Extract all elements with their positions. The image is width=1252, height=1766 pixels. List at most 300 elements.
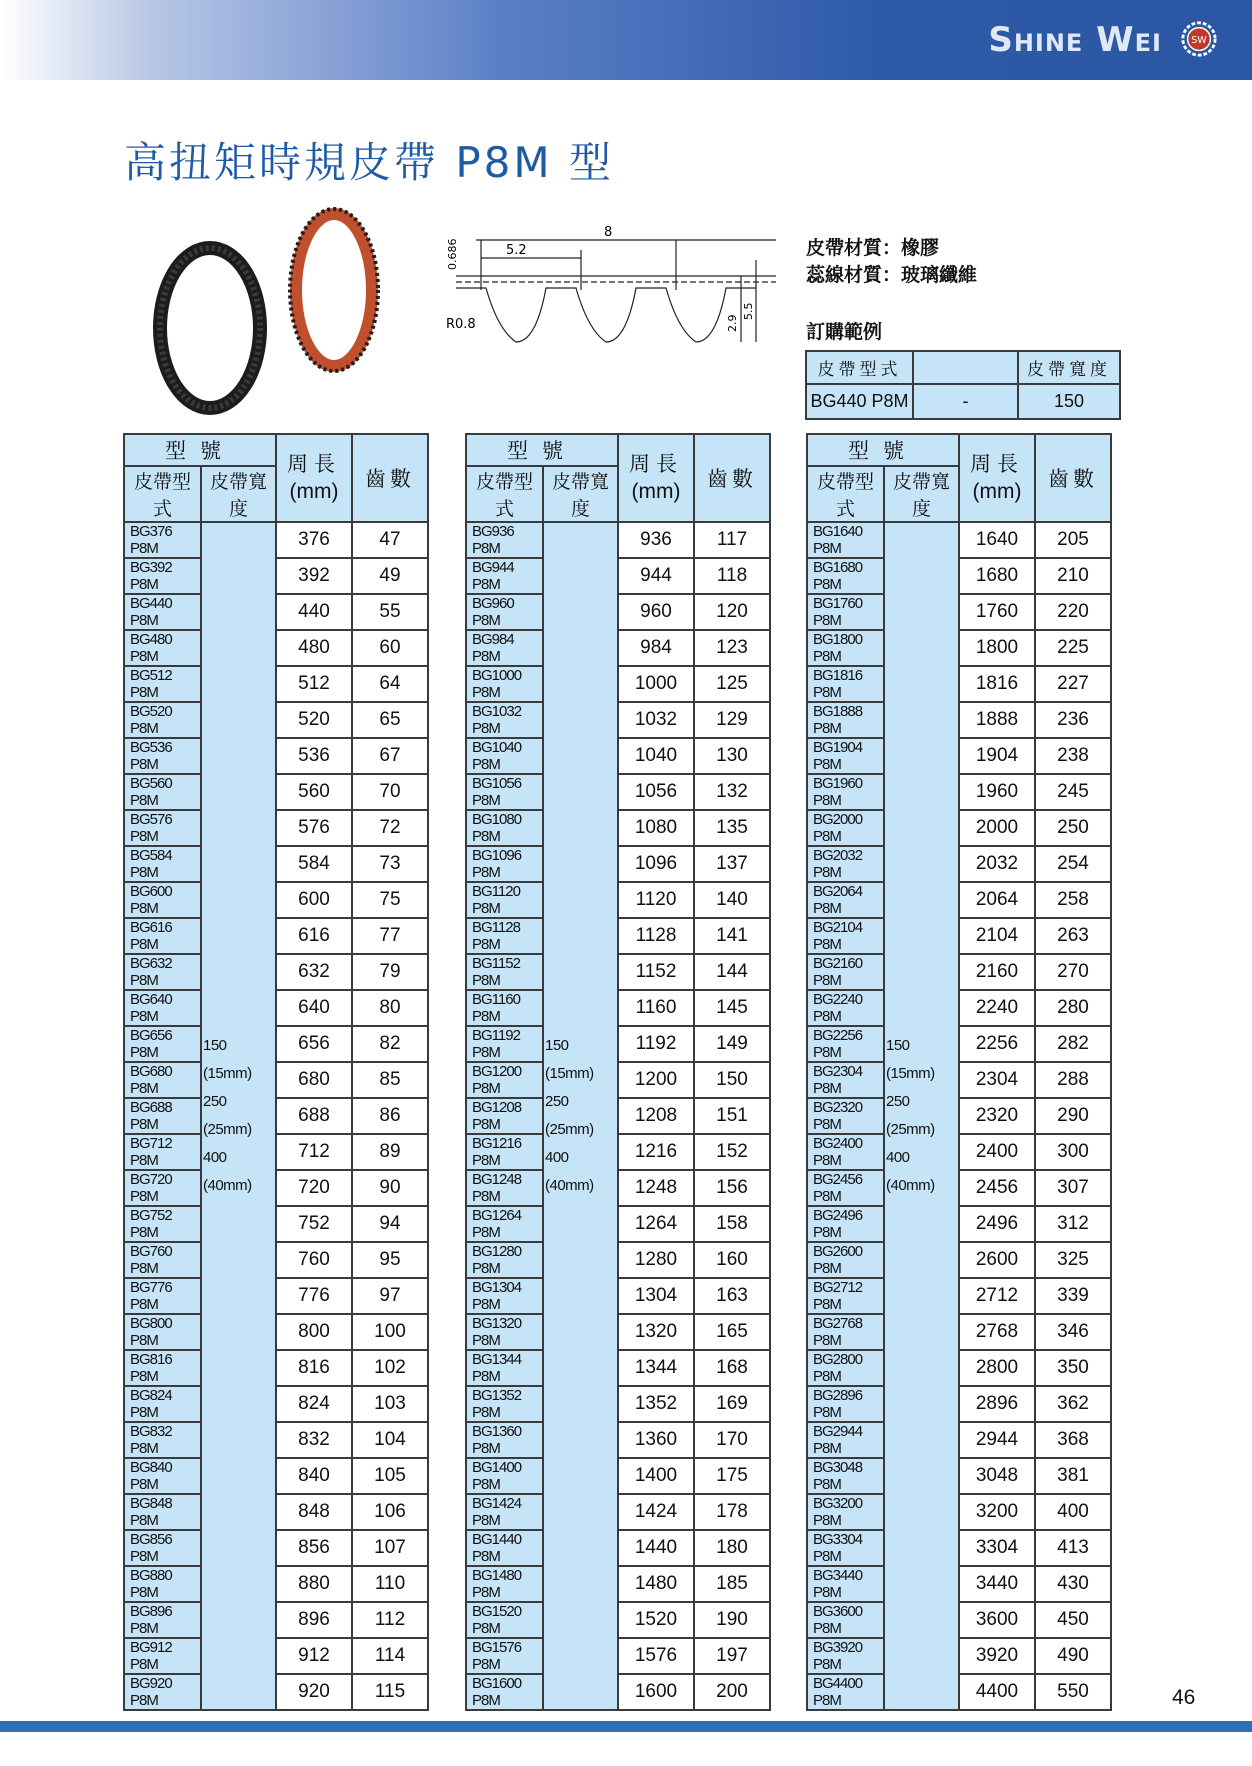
length-cell: 816: [276, 1350, 352, 1386]
length-cell: 800: [276, 1314, 352, 1350]
teeth-cell: 307: [1035, 1170, 1111, 1206]
order-header-type: 皮帶型式: [806, 351, 913, 384]
model-cell: BG856 P8M: [124, 1530, 201, 1566]
table-row: [466, 846, 770, 882]
page-title: 高扭矩時規皮帶 P8M 型: [124, 138, 614, 187]
order-example-table: [805, 350, 1121, 420]
teeth-cell: 362: [1035, 1386, 1111, 1422]
table-row: [466, 1278, 770, 1314]
table-row: [807, 1422, 1111, 1458]
teeth-cell: 112: [352, 1602, 428, 1638]
model-cell: BG1520 P8M: [466, 1602, 543, 1638]
belt-spec-table-3: [806, 433, 1112, 1711]
length-cell: 1800: [959, 630, 1035, 666]
teeth-cell: 89: [352, 1134, 428, 1170]
table-row: [807, 558, 1111, 594]
header-banner: [0, 0, 1252, 80]
teeth-cell: 350: [1035, 1350, 1111, 1386]
model-cell: BG2496 P8M: [807, 1206, 884, 1242]
model-cell: BG1816 P8M: [807, 666, 884, 702]
header-length: [959, 434, 1035, 522]
header-length: [618, 434, 694, 522]
width-option-3: 400 (40mm): [203, 1149, 252, 1194]
length-cell: 688: [276, 1098, 352, 1134]
model-cell: BG1352 P8M: [466, 1386, 543, 1422]
table-row: [124, 1206, 428, 1242]
table-row: [807, 1098, 1111, 1134]
model-cell: BG536 P8M: [124, 738, 201, 774]
length-cell: 896: [276, 1602, 352, 1638]
order-width: 150: [1018, 384, 1120, 419]
length-cell: 1248: [618, 1170, 694, 1206]
teeth-cell: 400: [1035, 1494, 1111, 1530]
length-cell: 1160: [618, 990, 694, 1026]
length-cell: 1096: [618, 846, 694, 882]
length-cell: 776: [276, 1278, 352, 1314]
width-option-3: 400 (40mm): [545, 1149, 594, 1194]
teeth-cell: 225: [1035, 630, 1111, 666]
model-cell: BG984 P8M: [466, 630, 543, 666]
teeth-cell: 132: [694, 774, 770, 810]
length-cell: 936: [618, 522, 694, 558]
teeth-cell: 339: [1035, 1278, 1111, 1314]
teeth-cell: 115: [352, 1674, 428, 1710]
model-cell: BG1960 P8M: [807, 774, 884, 810]
teeth-cell: 151: [694, 1098, 770, 1134]
model-cell: BG688 P8M: [124, 1098, 201, 1134]
length-cell: 1000: [618, 666, 694, 702]
model-cell: BG1208 P8M: [466, 1098, 543, 1134]
teeth-cell: 130: [694, 738, 770, 774]
model-cell: BG2032 P8M: [807, 846, 884, 882]
teeth-cell: 205: [1035, 522, 1111, 558]
table-row: [466, 882, 770, 918]
length-cell: 2320: [959, 1098, 1035, 1134]
table-row: [124, 918, 428, 954]
model-cell: BG480 P8M: [124, 630, 201, 666]
width-option-3: 400 (40mm): [886, 1149, 935, 1194]
model-cell: BG512 P8M: [124, 666, 201, 702]
model-cell: BG1080 P8M: [466, 810, 543, 846]
model-cell: BG2240 P8M: [807, 990, 884, 1026]
teeth-cell: 120: [694, 594, 770, 630]
width-options-cell: [884, 522, 959, 1710]
teeth-cell: 254: [1035, 846, 1111, 882]
table-row: [124, 846, 428, 882]
table-row: [124, 1350, 428, 1386]
model-cell: BG1888 P8M: [807, 702, 884, 738]
length-cell: 440: [276, 594, 352, 630]
dim-radius: R0.8: [446, 317, 476, 332]
length-cell: 616: [276, 918, 352, 954]
model-cell: BG1760 P8M: [807, 594, 884, 630]
length-cell: 1888: [959, 702, 1035, 738]
teeth-cell: 149: [694, 1026, 770, 1062]
teeth-cell: 60: [352, 630, 428, 666]
table-row: [466, 954, 770, 990]
header-type: 皮帶型式: [124, 466, 201, 522]
teeth-cell: 90: [352, 1170, 428, 1206]
header-width: 皮帶寬度: [201, 466, 276, 522]
length-cell: 1128: [618, 918, 694, 954]
belt-spec-table-2: [465, 433, 771, 1711]
model-cell: BG2456 P8M: [807, 1170, 884, 1206]
teeth-cell: 165: [694, 1314, 770, 1350]
teeth-cell: 180: [694, 1530, 770, 1566]
model-cell: BG3440 P8M: [807, 1566, 884, 1602]
model-cell: BG912 P8M: [124, 1638, 201, 1674]
model-cell: BG520 P8M: [124, 702, 201, 738]
length-cell: 912: [276, 1638, 352, 1674]
teeth-cell: 220: [1035, 594, 1111, 630]
teeth-cell: 150: [694, 1062, 770, 1098]
tooth-profile-diagram: [436, 220, 776, 350]
length-cell: 2456: [959, 1170, 1035, 1206]
model-cell: BG600 P8M: [124, 882, 201, 918]
model-cell: BG2256 P8M: [807, 1026, 884, 1062]
table-row: [807, 666, 1111, 702]
model-cell: BG1800 P8M: [807, 630, 884, 666]
length-cell: 1960: [959, 774, 1035, 810]
order-separator: -: [913, 384, 1018, 419]
table-row: [466, 810, 770, 846]
model-cell: BG2320 P8M: [807, 1098, 884, 1134]
teeth-cell: 55: [352, 594, 428, 630]
teeth-cell: 85: [352, 1062, 428, 1098]
teeth-cell: 258: [1035, 882, 1111, 918]
table-row: [124, 702, 428, 738]
teeth-cell: 325: [1035, 1242, 1111, 1278]
teeth-cell: 152: [694, 1134, 770, 1170]
teeth-cell: 381: [1035, 1458, 1111, 1494]
model-cell: BG640 P8M: [124, 990, 201, 1026]
black-belt-photo: [148, 240, 272, 416]
length-cell: 2896: [959, 1386, 1035, 1422]
table-row: [124, 630, 428, 666]
teeth-cell: 125: [694, 666, 770, 702]
table-row: [807, 846, 1111, 882]
model-cell: BG1344 P8M: [466, 1350, 543, 1386]
teeth-cell: 190: [694, 1602, 770, 1638]
model-cell: BG1192 P8M: [466, 1026, 543, 1062]
length-cell: 1816: [959, 666, 1035, 702]
teeth-cell: 270: [1035, 954, 1111, 990]
model-cell: BG2768 P8M: [807, 1314, 884, 1350]
footer-bar: [0, 1721, 1252, 1732]
width-options-cell: [543, 522, 618, 1710]
model-cell: BG2000 P8M: [807, 810, 884, 846]
model-cell: BG616 P8M: [124, 918, 201, 954]
length-cell: 584: [276, 846, 352, 882]
length-cell: 1032: [618, 702, 694, 738]
model-cell: BG2104 P8M: [807, 918, 884, 954]
dim-pld: 0.686: [446, 238, 459, 270]
teeth-cell: 47: [352, 522, 428, 558]
model-cell: BG560 P8M: [124, 774, 201, 810]
model-cell: BG920 P8M: [124, 1674, 201, 1710]
teeth-cell: 290: [1035, 1098, 1111, 1134]
length-cell: 960: [618, 594, 694, 630]
model-cell: BG1304 P8M: [466, 1278, 543, 1314]
table-row: [807, 774, 1111, 810]
length-cell: 760: [276, 1242, 352, 1278]
length-cell: 376: [276, 522, 352, 558]
table-row: [466, 1566, 770, 1602]
table-row: [466, 1602, 770, 1638]
table-row: [466, 1674, 770, 1710]
length-cell: 1480: [618, 1566, 694, 1602]
length-cell: 1904: [959, 738, 1035, 774]
table-row: [124, 990, 428, 1026]
length-cell: 720: [276, 1170, 352, 1206]
teeth-cell: 94: [352, 1206, 428, 1242]
model-cell: BG1576 P8M: [466, 1638, 543, 1674]
header-model-group: 型號: [807, 434, 959, 466]
teeth-cell: 227: [1035, 666, 1111, 702]
length-cell: 3304: [959, 1530, 1035, 1566]
length-cell: 1320: [618, 1314, 694, 1350]
width-option-2: 250 (25mm): [545, 1093, 594, 1138]
model-cell: BG2896 P8M: [807, 1386, 884, 1422]
teeth-cell: 169: [694, 1386, 770, 1422]
teeth-cell: 67: [352, 738, 428, 774]
teeth-cell: 413: [1035, 1530, 1111, 1566]
model-cell: BG1128 P8M: [466, 918, 543, 954]
table-row: [466, 594, 770, 630]
length-cell: 2800: [959, 1350, 1035, 1386]
page-number: 46: [1172, 1686, 1196, 1709]
model-cell: BG824 P8M: [124, 1386, 201, 1422]
model-cell: BG3304 P8M: [807, 1530, 884, 1566]
table-row: [124, 1134, 428, 1170]
length-cell: 560: [276, 774, 352, 810]
spec-material: 皮帶材質：橡膠: [806, 237, 940, 259]
dim-tooth-width: 5.2: [506, 243, 527, 258]
model-cell: BG1248 P8M: [466, 1170, 543, 1206]
length-cell: 840: [276, 1458, 352, 1494]
table-row: [124, 522, 428, 558]
model-cell: BG800 P8M: [124, 1314, 201, 1350]
length-cell: 1424: [618, 1494, 694, 1530]
teeth-cell: 140: [694, 882, 770, 918]
length-cell: 944: [618, 558, 694, 594]
model-cell: BG1360 P8M: [466, 1422, 543, 1458]
table-row: [124, 1458, 428, 1494]
model-cell: BG584 P8M: [124, 846, 201, 882]
length-cell: 1120: [618, 882, 694, 918]
teeth-cell: 75: [352, 882, 428, 918]
table-row: [466, 1458, 770, 1494]
table-row: [466, 1638, 770, 1674]
width-option-1: 150 (15mm): [886, 1037, 935, 1082]
length-cell: 1040: [618, 738, 694, 774]
table-row: [124, 774, 428, 810]
teeth-cell: 95: [352, 1242, 428, 1278]
table-row: [124, 810, 428, 846]
model-cell: BG2712 P8M: [807, 1278, 884, 1314]
table-row: [807, 522, 1111, 558]
header-model-group: 型號: [466, 434, 618, 466]
table-row: [124, 954, 428, 990]
length-cell: 512: [276, 666, 352, 702]
length-cell: 4400: [959, 1674, 1035, 1710]
model-cell: BG2160 P8M: [807, 954, 884, 990]
table-row: [807, 990, 1111, 1026]
length-cell: 3048: [959, 1458, 1035, 1494]
length-cell: 2160: [959, 954, 1035, 990]
length-cell: 2240: [959, 990, 1035, 1026]
length-cell: 2496: [959, 1206, 1035, 1242]
table-row: [466, 918, 770, 954]
table-row: [124, 594, 428, 630]
header-length-label: 周長: [287, 453, 341, 476]
belt-spec-table-1: [123, 433, 429, 1711]
model-cell: BG392 P8M: [124, 558, 201, 594]
table-row: [124, 1674, 428, 1710]
model-cell: BG1120 P8M: [466, 882, 543, 918]
table-row: [807, 1494, 1111, 1530]
table-row: [807, 1458, 1111, 1494]
teeth-cell: 118: [694, 558, 770, 594]
length-cell: 392: [276, 558, 352, 594]
header-type: 皮帶型式: [466, 466, 543, 522]
model-cell: BG1152 P8M: [466, 954, 543, 990]
length-cell: 3920: [959, 1638, 1035, 1674]
table-row: [807, 1386, 1111, 1422]
header-length-label: 周長: [970, 453, 1024, 476]
table-row: [124, 558, 428, 594]
teeth-cell: 238: [1035, 738, 1111, 774]
teeth-cell: 288: [1035, 1062, 1111, 1098]
table-row: [466, 1422, 770, 1458]
model-cell: BG832 P8M: [124, 1422, 201, 1458]
length-cell: 3600: [959, 1602, 1035, 1638]
length-cell: 1216: [618, 1134, 694, 1170]
model-cell: BG3048 P8M: [807, 1458, 884, 1494]
length-cell: 1280: [618, 1242, 694, 1278]
header-model-group: 型號: [124, 434, 276, 466]
teeth-cell: 110: [352, 1566, 428, 1602]
teeth-cell: 210: [1035, 558, 1111, 594]
length-cell: 1080: [618, 810, 694, 846]
length-cell: 1760: [959, 594, 1035, 630]
table-row: [807, 594, 1111, 630]
length-cell: 1200: [618, 1062, 694, 1098]
table-row: [124, 1170, 428, 1206]
model-cell: BG712 P8M: [124, 1134, 201, 1170]
teeth-cell: 163: [694, 1278, 770, 1314]
length-cell: 480: [276, 630, 352, 666]
table-row: [807, 1566, 1111, 1602]
table-row: [807, 810, 1111, 846]
table-row: [466, 774, 770, 810]
order-model: BG440 P8M: [806, 384, 913, 419]
model-cell: BG760 P8M: [124, 1242, 201, 1278]
table-row: [466, 1062, 770, 1098]
teeth-cell: 168: [694, 1350, 770, 1386]
length-cell: 1680: [959, 558, 1035, 594]
length-cell: 2400: [959, 1134, 1035, 1170]
brand-logo-text: SW: [1191, 34, 1207, 46]
header-type: 皮帶型式: [807, 466, 884, 522]
model-cell: BG1680 P8M: [807, 558, 884, 594]
model-cell: BG632 P8M: [124, 954, 201, 990]
model-cell: BG1000 P8M: [466, 666, 543, 702]
table-row: [807, 1350, 1111, 1386]
teeth-cell: 300: [1035, 1134, 1111, 1170]
length-cell: 536: [276, 738, 352, 774]
teeth-cell: 49: [352, 558, 428, 594]
teeth-cell: 79: [352, 954, 428, 990]
length-cell: 1352: [618, 1386, 694, 1422]
teeth-cell: 550: [1035, 1674, 1111, 1710]
model-cell: BG880 P8M: [124, 1566, 201, 1602]
model-cell: BG656 P8M: [124, 1026, 201, 1062]
table-row: [466, 1314, 770, 1350]
table-row: [807, 1638, 1111, 1674]
table-row: [124, 1602, 428, 1638]
model-cell: BG3600 P8M: [807, 1602, 884, 1638]
header-teeth: 齒數: [1035, 434, 1111, 522]
length-cell: 1304: [618, 1278, 694, 1314]
length-cell: 680: [276, 1062, 352, 1098]
table-row: [807, 1170, 1111, 1206]
teeth-cell: 197: [694, 1638, 770, 1674]
length-cell: 1520: [618, 1602, 694, 1638]
table-row: [807, 1674, 1111, 1710]
table-row: [466, 1170, 770, 1206]
model-cell: BG1904 P8M: [807, 738, 884, 774]
teeth-cell: 82: [352, 1026, 428, 1062]
dim-pitch: 8: [604, 225, 613, 240]
length-cell: 640: [276, 990, 352, 1026]
teeth-cell: 100: [352, 1314, 428, 1350]
teeth-cell: 80: [352, 990, 428, 1026]
table-row: [807, 918, 1111, 954]
teeth-cell: 64: [352, 666, 428, 702]
width-option-1: 150 (15mm): [203, 1037, 252, 1082]
model-cell: BG1216 P8M: [466, 1134, 543, 1170]
model-cell: BG2600 P8M: [807, 1242, 884, 1278]
model-cell: BG1480 P8M: [466, 1566, 543, 1602]
model-cell: BG1096 P8M: [466, 846, 543, 882]
model-cell: BG1200 P8M: [466, 1062, 543, 1098]
length-cell: 3440: [959, 1566, 1035, 1602]
table-row: [466, 1098, 770, 1134]
length-cell: 2712: [959, 1278, 1035, 1314]
teeth-cell: 97: [352, 1278, 428, 1314]
teeth-cell: 170: [694, 1422, 770, 1458]
teeth-cell: 107: [352, 1530, 428, 1566]
model-cell: BG1040 P8M: [466, 738, 543, 774]
length-cell: 824: [276, 1386, 352, 1422]
length-cell: 1344: [618, 1350, 694, 1386]
table-row: [807, 702, 1111, 738]
model-cell: BG1600 P8M: [466, 1674, 543, 1710]
teeth-cell: 185: [694, 1566, 770, 1602]
length-cell: 856: [276, 1530, 352, 1566]
teeth-cell: 156: [694, 1170, 770, 1206]
model-cell: BG1320 P8M: [466, 1314, 543, 1350]
model-cell: BG3920 P8M: [807, 1638, 884, 1674]
header-teeth: 齒數: [694, 434, 770, 522]
length-cell: 832: [276, 1422, 352, 1458]
model-cell: BG2304 P8M: [807, 1062, 884, 1098]
table-row: [807, 1134, 1111, 1170]
teeth-cell: 450: [1035, 1602, 1111, 1638]
teeth-cell: 312: [1035, 1206, 1111, 1242]
model-cell: BG720 P8M: [124, 1170, 201, 1206]
